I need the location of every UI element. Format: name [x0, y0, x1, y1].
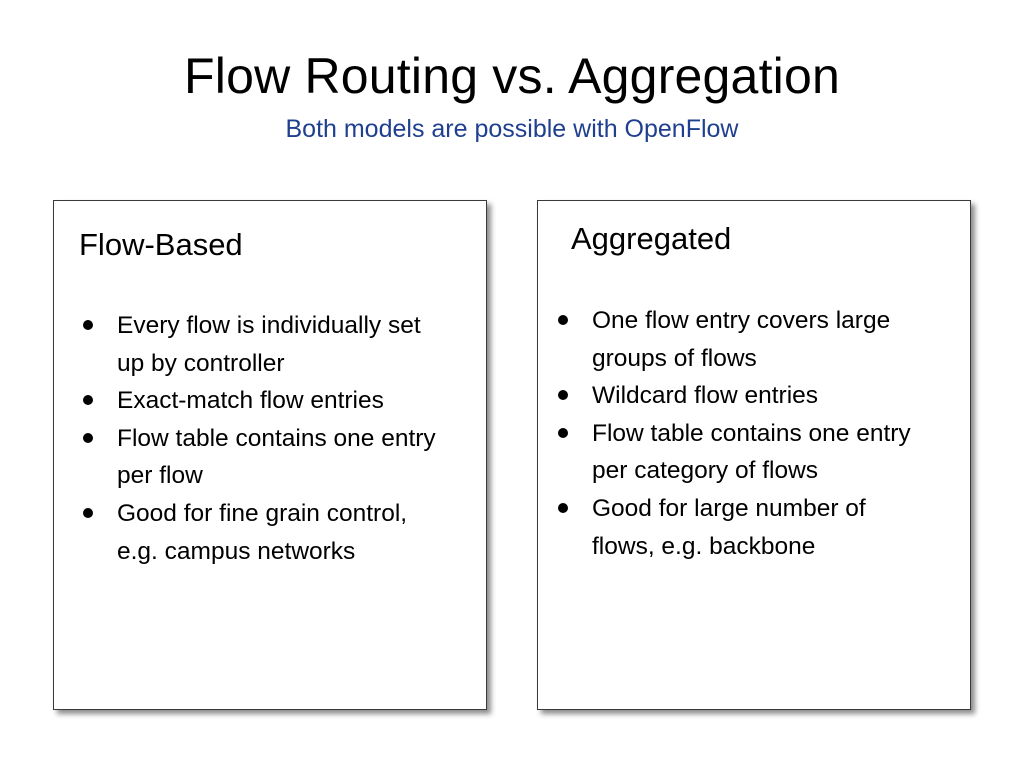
list-item [556, 377, 926, 415]
list-item [556, 415, 926, 490]
list-item [81, 420, 451, 495]
bullet-text: Good for large number of flows, e.g. backbone [592, 494, 866, 560]
flow-based-heading: Flow-Based [79, 227, 243, 262]
bullet-dot-icon [83, 508, 93, 518]
slide-title: Flow Routing vs. Aggregation [184, 48, 840, 104]
bullet-text: Good for fine grain control, e.g. campus networks [117, 499, 408, 565]
bullet-dot-icon [558, 503, 568, 513]
bullet-text: Exact-match flow entries [117, 387, 384, 415]
bullet-dot-icon [83, 395, 93, 405]
bullet-dot-icon [558, 390, 568, 400]
list-item [81, 382, 451, 420]
bullet-text: One flow entry covers large groups of flows [592, 307, 891, 372]
bullet-text: Wildcard flow entries [592, 382, 819, 410]
bullet-text: Every flow is individually set up by controller [117, 312, 421, 377]
aggregated-panel [537, 200, 971, 710]
bullet-text: Flow table contains one entry per flow [117, 424, 436, 490]
list-item [81, 495, 451, 570]
list-item [81, 307, 451, 382]
list-item [556, 302, 926, 377]
aggregated-bullet-list [556, 302, 926, 565]
slide-subtitle: Both models are possible with OpenFlow [285, 115, 739, 143]
bullet-dot-icon [83, 433, 93, 443]
bullet-dot-icon [83, 320, 93, 330]
flow-based-panel [53, 200, 487, 710]
flow-based-bullet-list [81, 307, 451, 570]
bullet-dot-icon [558, 315, 568, 325]
aggregated-heading: Aggregated [571, 221, 732, 256]
list-item [556, 490, 926, 565]
bullet-text: Flow table contains one entry per category of flows [592, 419, 911, 485]
bullet-dot-icon [558, 428, 568, 438]
